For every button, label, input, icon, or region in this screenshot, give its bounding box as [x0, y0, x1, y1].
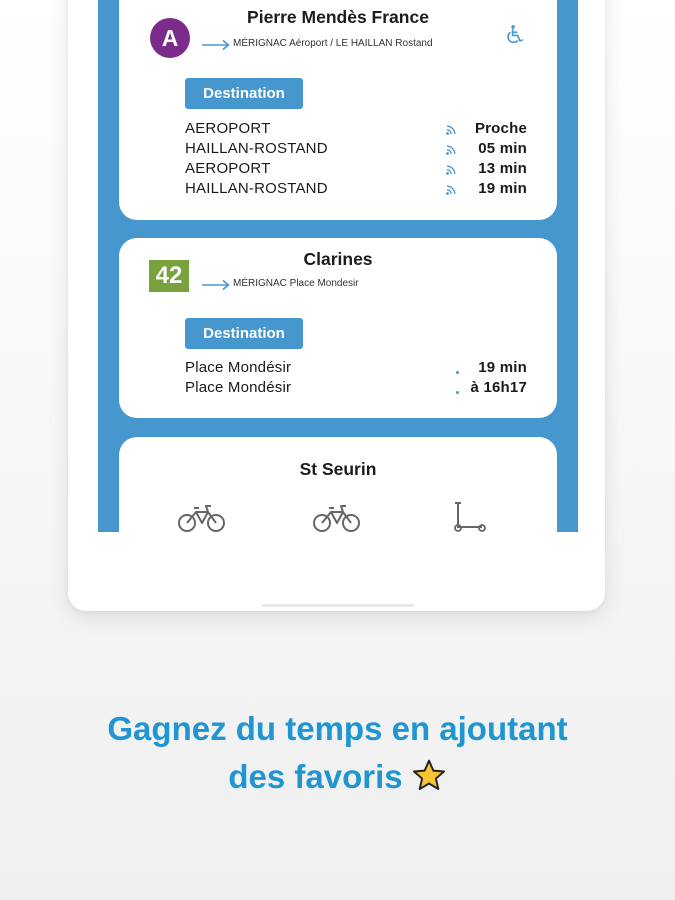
- star-icon: [411, 758, 447, 794]
- departure-row: [185, 180, 527, 200]
- tagline-line-2-text: des favoris: [228, 758, 403, 795]
- scooter-icon: [452, 501, 492, 532]
- stop-name: Pierre Mendès France: [247, 7, 429, 27]
- departure-destination: AEROPORT: [185, 120, 271, 137]
- departure-destination: AEROPORT: [185, 160, 271, 177]
- realtime-icon: [445, 164, 457, 176]
- scheduled-dot-icon: [456, 371, 459, 374]
- departure-destination: Place Mondésir: [185, 359, 292, 376]
- direction-arrow-icon: [201, 279, 231, 291]
- departure-time: 05 min: [478, 140, 527, 157]
- favorite-card-bus-42[interactable]: [119, 238, 557, 418]
- departure-time: 19 min: [478, 180, 527, 197]
- departure-time: 19 min: [478, 359, 527, 376]
- wheelchair-icon: [503, 24, 525, 46]
- departure-row: [185, 359, 527, 379]
- departures-list: [185, 359, 527, 399]
- promo-tagline: [0, 705, 675, 801]
- line-direction: MÉRIGNAC Aéroport / LE HAILLAN Rostand: [233, 38, 433, 49]
- bike-icon: [312, 503, 362, 532]
- bus-line-badge: 42: [149, 260, 189, 292]
- realtime-icon: [445, 124, 457, 136]
- realtime-icon: [445, 184, 457, 196]
- favorite-card-tram-a[interactable]: [119, 0, 557, 220]
- departure-destination: Place Mondésir: [185, 379, 292, 396]
- line-direction: MÉRIGNAC Place Mondesir: [233, 278, 359, 289]
- bike-icon: [177, 503, 227, 532]
- realtime-icon: [445, 144, 457, 156]
- departure-row: [185, 379, 527, 399]
- destination-header: Destination: [185, 318, 303, 349]
- scheduled-dot-icon: [456, 391, 459, 394]
- departure-destination: HAILLAN-ROSTAND: [185, 180, 328, 197]
- departure-destination: HAILLAN-ROSTAND: [185, 140, 328, 157]
- favorite-card-bike-station[interactable]: [119, 437, 557, 532]
- direction-arrow-icon: [201, 39, 231, 51]
- departure-time: 13 min: [478, 160, 527, 177]
- tram-line-badge: A: [150, 18, 190, 58]
- app-screen: [98, 0, 578, 532]
- stop-name: St Seurin: [299, 459, 377, 479]
- home-indicator: [262, 604, 414, 607]
- departure-time: Proche: [474, 120, 527, 137]
- departures-list: [185, 120, 527, 200]
- departure-row: [185, 140, 527, 160]
- departure-row: [185, 160, 527, 180]
- destination-header: Destination: [185, 78, 303, 109]
- tagline-line-1: Gagnez du temps en ajoutant: [107, 710, 568, 747]
- stop-name: Clarines: [303, 249, 373, 269]
- departure-row: [185, 120, 527, 140]
- tagline-line-2: [0, 753, 675, 801]
- departure-time: à 16h17: [470, 379, 527, 396]
